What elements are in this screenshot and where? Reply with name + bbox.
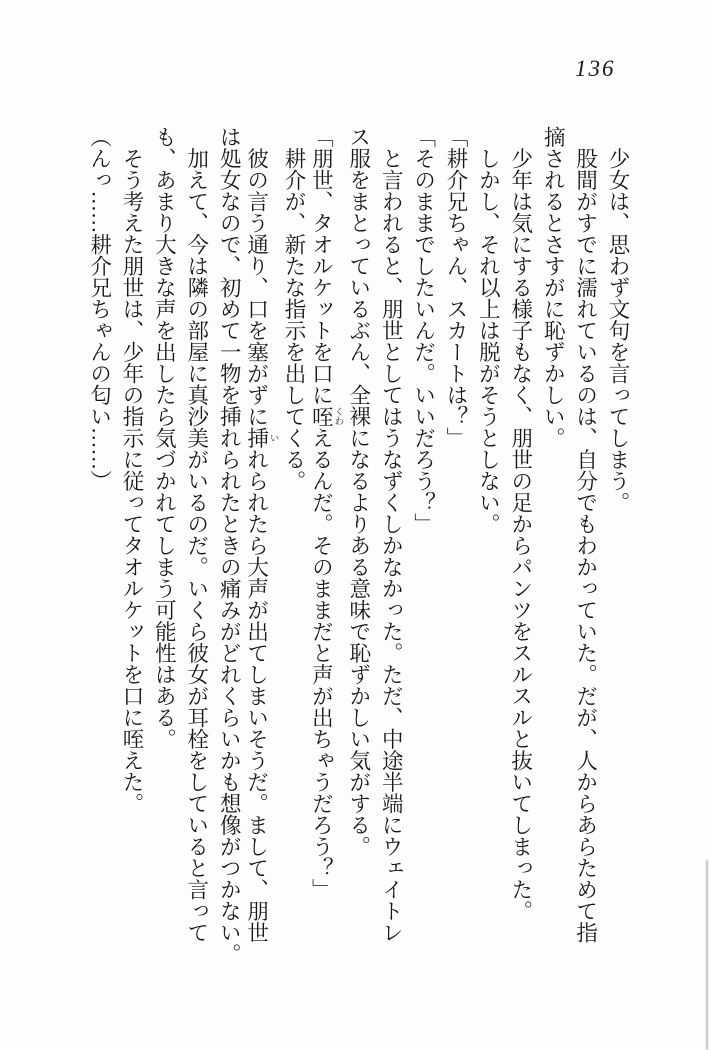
text-line-13: は処女なので、初めて一物を挿れられたときの痛みがどれくらいかも想像がつかない。	[217, 126, 242, 965]
text-line-14: 加えて、今は隣の部屋に真沙美がいるのだ。いくら彼女が耳栓をしていると言って	[184, 126, 209, 943]
text-line-4: 少年は気にする様子もなく、朋世の足からパンツをスルスルと抜いてしまった。	[508, 126, 533, 922]
text-line-12: 彼の言う通り、口を塞がずに挿 いれられたら大声が出てしまいそうだ。まして、朋世	[244, 126, 278, 943]
text-line-1: 少女は、思わず文句を言ってしまう。	[606, 126, 630, 513]
text-line-6: 「耕介兄ちゃん、スカートは？」	[444, 126, 468, 449]
text-line-2: 股間がすでに濡れているのは、自分でもわかっていた。だが、人からあらためて指	[573, 126, 598, 943]
text-line-16: そう考えた朋世は、少年の指示に従ってタオルケットを口に咥えた。	[120, 126, 144, 814]
text-line-11: 耕介が、新たな指示を出してくる。	[282, 126, 306, 492]
text-line-3: 摘されるとさすがに恥ずかしい。	[541, 126, 566, 449]
page-edge-artifact	[706, 860, 708, 1050]
page-number: 136	[575, 56, 616, 81]
ruby-annotated-kanji: 咥 くわ	[309, 405, 343, 427]
text-line-7: 「そのままでしたいんだ。いいだろう？」	[411, 126, 436, 535]
text-line-17: （んっ……耕介兄ちゃんの匂い……）	[87, 126, 112, 492]
ruby-annotated-kanji: 挿 い	[244, 427, 278, 449]
text-line-5: しかし、それ以上は脱がそうとしない。	[476, 126, 501, 535]
text-line-9: ス服をまとっているぶん、全裸になるよりある意味で恥ずかしい気がする。	[346, 126, 371, 857]
text-line-8: と言われると、朋世としてはうなずくしかなかった。ただ、中途半端にウェイトレ	[379, 126, 404, 943]
text-line-15: も、あまり大きな声を出したら気づかれてしまう可能性はある。	[152, 126, 177, 750]
text-line-10: 「朋世、タオルケットを口に咥 くわえるんだ。そのままだと声が出ちゃうだろう？」	[309, 126, 343, 900]
